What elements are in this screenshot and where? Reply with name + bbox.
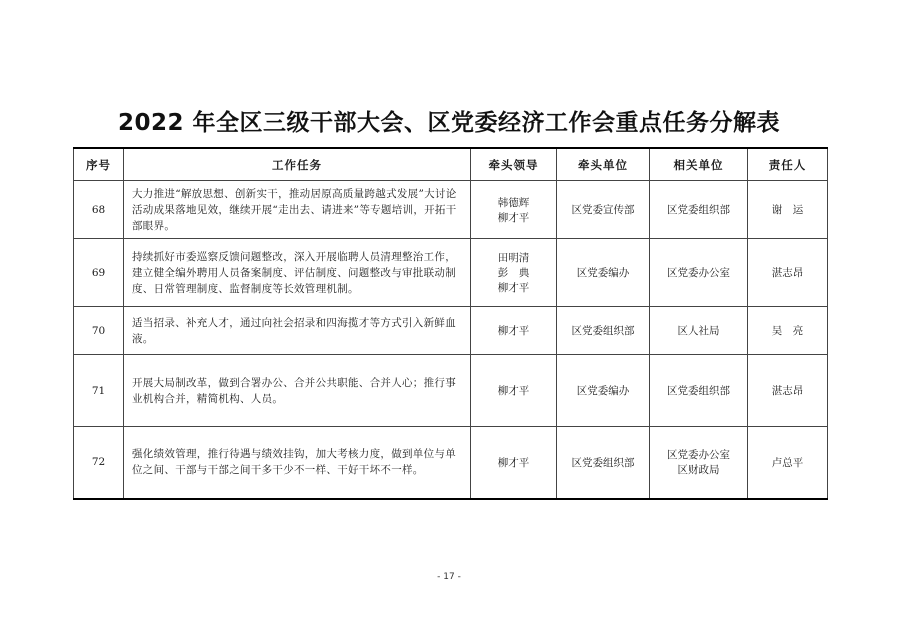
page-number: - 17 - <box>437 572 461 582</box>
table-row <box>74 427 828 499</box>
cell-related-unit <box>650 355 748 427</box>
cell-no: 70 <box>74 307 124 355</box>
cell-related-unit <box>650 427 748 499</box>
cell-no: 72 <box>74 427 124 499</box>
cell-leaders <box>471 355 557 427</box>
cell-lead-unit <box>557 307 650 355</box>
header-lead-unit: 牵头单位 <box>557 148 650 181</box>
cell-person: 谢 运 <box>748 181 828 239</box>
cell-leaders-line: 柳才平 <box>497 282 530 294</box>
table-row <box>74 239 828 307</box>
cell-leaders <box>471 427 557 499</box>
cell-leaders-line: 柳才平 <box>497 385 530 397</box>
cell-leaders-line: 柳才平 <box>497 325 530 337</box>
cell-lead-unit <box>557 427 650 499</box>
cell-related-unit <box>650 239 748 307</box>
cell-task: 适当招录、补充人才，通过向社会招录和四海揽才等方式引入新鲜血液。 <box>124 307 471 355</box>
cell-person: 湛志昂 <box>748 239 828 307</box>
cell-lead-unit-line: 区党委组织部 <box>571 325 635 337</box>
header-leader: 牵头领导 <box>471 148 557 181</box>
cell-related-unit-line: 区党委办公室 <box>667 267 730 279</box>
cell-related-unit <box>650 181 748 239</box>
cell-no: 68 <box>74 181 124 239</box>
cell-leaders-line: 柳才平 <box>497 456 530 469</box>
cell-leaders <box>471 307 557 355</box>
cell-related-unit-line: 区财政局 <box>677 464 720 477</box>
header-no: 序号 <box>74 148 124 181</box>
cell-task: 大力推进“解放思想、创新实干，推动居原高质量跨越式发展”大讨论活动成果落地见效，继续开展“走出去、请进来”等专题培训，开拓干部眼界。 <box>124 181 471 239</box>
cell-leaders <box>471 239 557 307</box>
cell-related-unit-line: 区人社局 <box>677 325 720 337</box>
table-header <box>74 148 828 181</box>
cell-lead-unit-line: 区党委编办 <box>576 267 630 279</box>
cell-related-unit-line: 区党委办公室 <box>667 449 730 462</box>
page-title: 2022 年全区三级干部大会、区党委经济工作会重点任务分解表 <box>117 110 781 136</box>
cell-leaders-line: 彭 典 <box>497 267 530 279</box>
cell-leaders <box>471 181 557 239</box>
cell-no: 69 <box>74 239 124 307</box>
cell-task: 强化绩效管理，推行待遇与绩效挂钩，加大考核力度，做到单位与单位之间、干部与干部之间干多干少不一样、干好干坏不一样。 <box>124 427 471 499</box>
cell-lead-unit-line: 区党委宣传部 <box>571 204 635 216</box>
task-table <box>73 147 828 500</box>
cell-related-unit-line: 区党委组织部 <box>667 204 730 216</box>
cell-leaders-line: 田明清 <box>497 252 530 264</box>
header-task: 工作任务 <box>124 148 471 181</box>
table-body <box>74 181 828 499</box>
cell-no: 71 <box>74 355 124 427</box>
table-row <box>74 181 828 239</box>
cell-lead-unit <box>557 239 650 307</box>
cell-lead-unit-line: 区党委组织部 <box>571 456 635 469</box>
cell-related-unit-line: 区党委组织部 <box>667 385 730 397</box>
header-person: 责任人 <box>748 148 828 181</box>
cell-related-unit <box>650 307 748 355</box>
header-related-unit: 相关单位 <box>650 148 748 181</box>
cell-person: 吴 亮 <box>748 307 828 355</box>
table-row <box>74 355 828 427</box>
cell-lead-unit <box>557 355 650 427</box>
cell-task: 持续抓好市委巡察反馈问题整改，深入开展临聘人员清理整治工作，建立健全编外聘用人员备案制度、评估制度、问题整改与审批联动制度、日常管理制度、监督制度等长效管理机制。 <box>124 239 471 307</box>
cell-person: 卢总平 <box>748 427 828 499</box>
cell-task: 开展大局制改革，做到合署办公、合并公共职能、合并人心；推行事业机构合并，精简机构、人员。 <box>124 355 471 427</box>
cell-lead-unit-line: 区党委编办 <box>576 385 630 397</box>
cell-leaders-line: 韩德辉 <box>497 196 530 209</box>
table-row <box>74 307 828 355</box>
cell-person: 湛志昂 <box>748 355 828 427</box>
cell-leaders-line: 柳才平 <box>497 211 530 224</box>
cell-lead-unit <box>557 181 650 239</box>
